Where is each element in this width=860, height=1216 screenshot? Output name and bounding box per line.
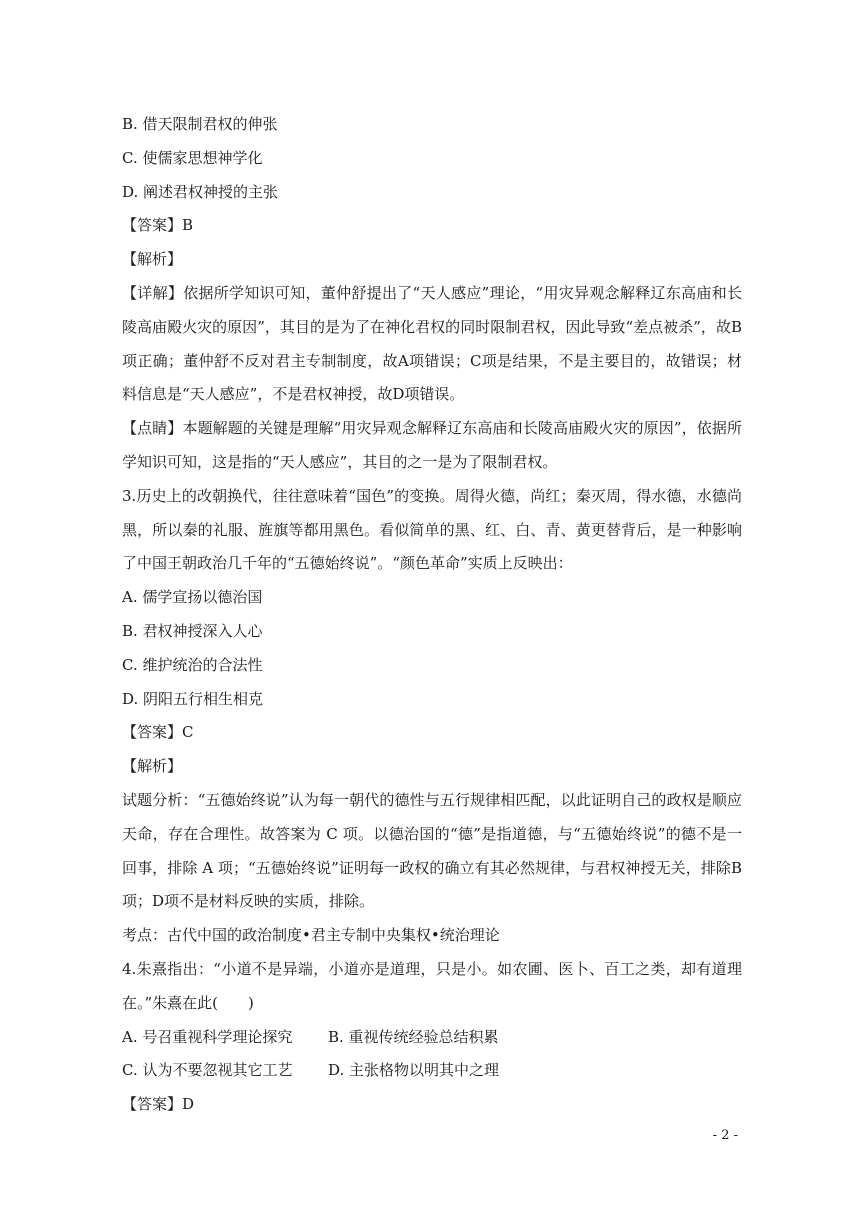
q2-analysis-label: 【解析】 [122,250,183,269]
q3-option-d: D. 阴阳五行相生相克 [122,689,264,708]
q4-answer: 【答案】D [122,1095,195,1114]
q4-options-row-2 [122,1054,742,1088]
q4-stem: 4.朱熹指出：“小道不是异端，小道亦是道理，只是小。如农圃、医卜、百工之类，却有道理在。”朱熹在此( ) [122,959,742,1012]
q2-answer: 【答案】B [122,216,194,235]
q4-option-a: A. 号召重视科学理论探究 [122,1027,293,1046]
q4-options-row-1 [122,1021,742,1055]
q2-tip: 【点睛】本题解题的关键是理解“用灾异观念解释辽东高庙和长陵高庙殿火灾的原因”，依据所学知识可知，这是指的“天人感应”，其目的之一是为了限制君权。 [122,419,742,471]
q3-kaodian: 考点：古代中国的政治制度•君主专制中央集权•统治理论 [122,926,500,945]
q3-option-b: B. 君权神授深入人心 [122,621,263,640]
q4-option-c: C. 认为不要忽视其它工艺 [122,1061,293,1080]
q3-stem: 3.历史上的改朝换代，往往意味着“国色”的变换。周得火德，尚红；秦灭周，得水德，水德尚黑，所以秦的礼服、旌旗等都用黑色。看似简单的黑、红、白、青、黄更替背后，是一种影响了中国王朝政治几千年的“五德始终说”。“颜色革命”实质上反映出： [122,486,742,573]
page-number: - 2 - [712,1128,738,1143]
q4-option-d: D. 主张格物以明其中之理 [328,1061,500,1080]
q2-option-d: D. 阐述君权神授的主张 [122,182,279,201]
q3-analysis: 试题分析：“五德始终说”认为每一朝代的德性与五行规律相匹配，以此证明自己的政权是顺应天命，存在合理性。故答案为 C 项。以德治国的“德”是指道德，与“五德始终说”的德不是一回事，排除 A 项；“五德始终说”证明每一政权的确立有其必然规律，与君权神授无关，排除B项；D项不是材料反映的实质，排除。 [122,790,742,911]
q4-option-b: B. 重视传统经验总结积累 [328,1027,499,1046]
page-content [122,108,742,1122]
q3-analysis-label: 【解析】 [122,757,183,776]
q2-option-b: B. 借天限制君权的伸张 [122,115,278,133]
q3-option-c: C. 维护统治的合法性 [122,655,263,674]
q3-answer: 【答案】C [122,723,194,742]
q3-option-a: A. 儒学宣扬以德治国 [122,588,263,607]
q2-option-c: C. 使儒家思想神学化 [122,148,263,167]
q2-detail: 【详解】依据所学知识可知，董仲舒提出了“天人感应”理论，“用灾异观念解释辽东高庙和长陵高庙殿火灾的原因”，其目的是为了在神化君权的同时限制君权，因此导致“差点被杀”，故B项正确；董仲舒不反对君主专制制度，故A项错误；C项是结果，不是主要目的，故错误；材料信息是“天人感应”，不是君权神授，故D项错误。 [122,283,742,404]
